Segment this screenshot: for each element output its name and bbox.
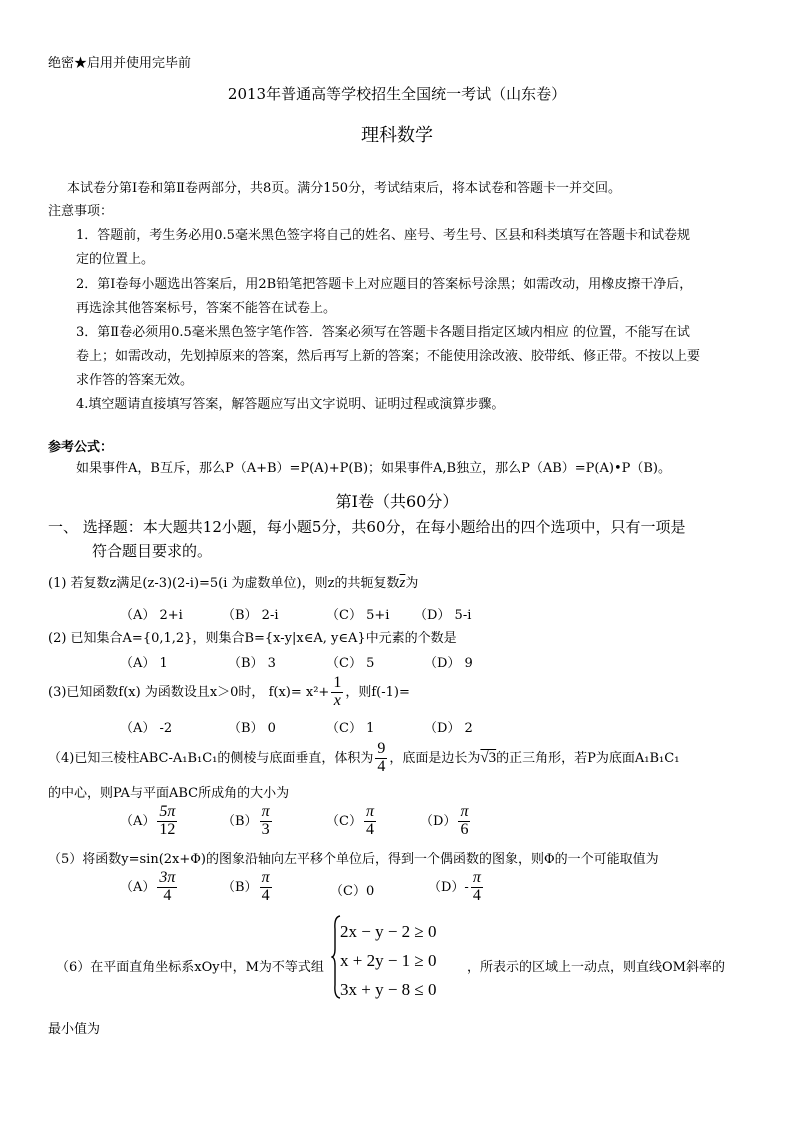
fraction-denominator: x xyxy=(333,691,341,709)
fraction-denominator: 4 xyxy=(472,886,481,904)
note-3-line-3: 求作答的答案无效。 xyxy=(76,373,194,388)
conjugate-z: $\overline{z}$ xyxy=(399,575,406,591)
q4-option-d xyxy=(420,804,472,839)
question-1-tail: 为 xyxy=(405,576,419,591)
fraction-numerator: π xyxy=(472,869,481,886)
question-6-stem-b: ，所表示的区域上一动点，则直线OM斜率的 xyxy=(467,960,725,975)
q2-option-c: （C） 5 xyxy=(326,656,375,671)
option-fraction xyxy=(260,804,272,839)
formulas-title: 参考公式： xyxy=(48,440,114,455)
fraction-numerator: 1 xyxy=(333,674,342,691)
q5-option-b xyxy=(222,870,274,905)
question-6-stem-c: 最小值为 xyxy=(48,1022,101,1037)
q4-option-c xyxy=(326,804,378,839)
option-label: （B） xyxy=(222,813,258,829)
option-fraction xyxy=(157,804,177,839)
fraction-denominator: 4 xyxy=(163,886,172,904)
fraction-denominator: 4 xyxy=(365,820,374,838)
q1-option-c: （C） 5+i xyxy=(326,608,390,623)
section-title: 第Ⅰ卷（共60分） xyxy=(335,492,459,511)
option-label: （A） xyxy=(120,879,156,895)
question-1-text: (1) 若复数z满足(z-3)(2-i)=5(i 为虚数单位)，则z的共轭复数 xyxy=(48,576,400,591)
fraction-numerator: π xyxy=(261,869,270,886)
q3-option-b: （B） 0 xyxy=(228,721,276,736)
question-4-text-a: （4)已知三棱柱ABC-A₁B₁C₁的侧棱与底面垂直，体积为 xyxy=(48,750,374,766)
formulas-text: 如果事件A，B互斥，那么P（A+B）=P(A)+P(B)；如果事件A,B独立，那么P（AB）=P(A)•P（B)。 xyxy=(76,461,672,476)
section-heading-line-2: 符合题目要求的。 xyxy=(92,542,213,560)
fraction-numerator: π xyxy=(365,803,374,820)
subject-title: 理科数学 xyxy=(361,125,433,146)
fraction-denominator: 12 xyxy=(159,820,176,838)
sqrt-three: √3 xyxy=(480,749,497,766)
question-4-text-b: ，底面是边长为 xyxy=(389,750,481,766)
option-fraction xyxy=(260,870,272,905)
note-3-line-1: 3．第Ⅱ卷必须用0.5毫米黑色签字笔作答．答案必须写在答题卡各题目指定区域内相应 的位置，不能写在试 xyxy=(76,325,690,340)
q1-option-a: （A） 2+i xyxy=(120,608,183,623)
q5-option-c: （C）0 xyxy=(330,884,375,899)
fraction-denominator: 4 xyxy=(377,757,386,775)
inequality-system xyxy=(340,917,437,1004)
fraction-numerator: π xyxy=(460,803,469,820)
fraction-numerator: π xyxy=(261,803,270,820)
option-fraction xyxy=(364,804,376,839)
question-6-stem-a: （6）在平面直角坐标系xOy中，M为不等式组 xyxy=(56,960,324,975)
note-3-line-2: 卷上；如需改动，先划掉原来的答案，然后再写上新的答案；不能使用涂改液、胶带纸、修正带。不按以上要 xyxy=(76,349,701,364)
q1-option-b: （B） 2-i xyxy=(222,608,279,623)
option-label: （C） xyxy=(326,813,362,829)
fraction-denominator: 3 xyxy=(261,820,270,838)
notes-title: 注意事项： xyxy=(48,204,114,219)
question-3-text-b: ，则f(-1)= xyxy=(345,684,410,700)
fraction-one-over-x xyxy=(331,675,343,710)
fraction-numerator: 9 xyxy=(377,740,386,757)
q3-option-c: （C） 1 xyxy=(326,721,375,736)
q5-option-d xyxy=(428,870,485,905)
section-heading-line-1: 一、 选择题：本大题共12小题，每小题5分，共60分，在每小题给出的四个选项中，只有一项是 xyxy=(48,518,686,536)
note-1-line-1: 1．答题前，考生务必用0.5毫米黑色签字将自己的姓名、座号、考生号、区县和科类填写在答题卡和试卷规 xyxy=(76,228,690,243)
option-fraction xyxy=(157,870,177,905)
q5-option-a xyxy=(120,870,179,905)
fraction-numerator: 5π xyxy=(159,803,176,820)
question-4-stem xyxy=(48,741,679,776)
question-1-stem xyxy=(48,572,418,592)
confidential-mark: 绝密★启用并使用完毕前 xyxy=(48,56,192,71)
q4-option-b xyxy=(222,804,274,839)
note-2-line-2: 再选涂其他答案标号，答案不能答在试卷上。 xyxy=(76,301,337,316)
fraction-denominator: 6 xyxy=(460,820,469,838)
option-label: （A） xyxy=(120,813,156,829)
note-1-line-2: 定的位置上。 xyxy=(76,252,155,267)
option-fraction xyxy=(471,870,483,905)
q3-option-d: （D） 2 xyxy=(424,721,473,736)
q3-option-a: （A） -2 xyxy=(120,721,173,736)
intro-text: 本试卷分第Ⅰ卷和第Ⅱ卷两部分，共8页。满分150分，考试结束后，将本试卷和答题卡一并交回。 xyxy=(67,181,622,196)
option-label: （D） xyxy=(420,813,457,829)
question-4-text-c: 的正三角形，若P为底面A₁B₁C₁ xyxy=(496,750,680,766)
question-3-stem xyxy=(48,675,410,710)
option-label: （B） xyxy=(222,879,258,895)
question-4-stem-line-2: 的中心，则PA与平面ABC所成角的大小为 xyxy=(48,786,290,801)
inequality-2: x + 2y − 1 ≥ 0 xyxy=(340,951,437,970)
fraction-numerator: 3π xyxy=(159,869,176,886)
question-3-text-a: (3)已知函数f(x) 为函数设且x＞0时， f(x)= x²+ xyxy=(48,684,330,700)
q4-option-a xyxy=(120,804,179,839)
q2-option-b: （B） 3 xyxy=(228,656,276,671)
note-4: 4.填空题请直接填写答案，解答题应写出文字说明、证明过程或演算步骤。 xyxy=(76,397,505,412)
exam-title: 2013年普通高等学校招生全国统一考试（山东卷） xyxy=(227,85,567,103)
q2-option-a: （A） 1 xyxy=(120,656,168,671)
question-2-stem: (2) 已知集合A={0,1,2}，则集合B={x-y|x∈A, y∈A}中元素的个数是 xyxy=(48,631,457,646)
option-fraction xyxy=(458,804,470,839)
note-2-line-1: 2．第Ⅰ卷每小题选出答案后，用2B铅笔把答题卡上对应题目的答案标号涂黑；如需改动，用橡皮擦干净后， xyxy=(76,277,693,292)
fraction-nine-quarters xyxy=(375,741,387,776)
inequality-3: 3x + y − 8 ≤ 0 xyxy=(340,980,437,999)
inequality-1: 2x − y − 2 ≥ 0 xyxy=(340,922,437,941)
q1-option-d: （D） 5-i xyxy=(414,608,472,623)
q2-option-d: （D） 9 xyxy=(424,656,473,671)
fraction-denominator: 4 xyxy=(261,886,270,904)
option-label: （D）- xyxy=(428,879,469,895)
question-5-stem: （5）将函数y=sin(2x+Φ)的图象沿轴向左平移个单位后，得到一个偶函数的图象，则Φ的一个可能取值为 xyxy=(48,852,659,867)
